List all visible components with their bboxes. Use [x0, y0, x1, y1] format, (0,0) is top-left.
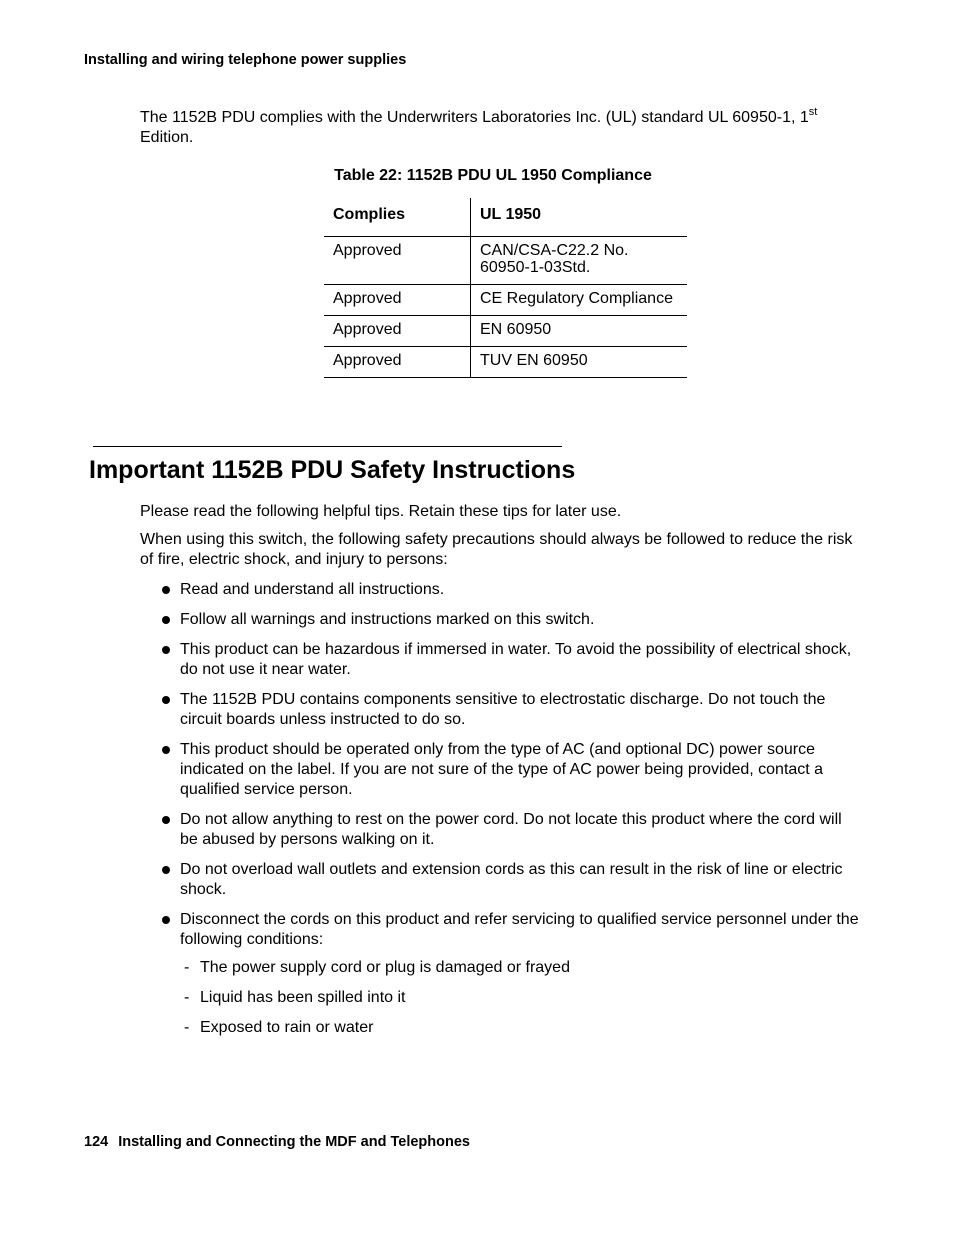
list-item	[160, 690, 860, 730]
table-cell: CE Regulatory Compliance	[471, 285, 688, 316]
table-cell: Approved	[324, 285, 471, 316]
table-row	[324, 316, 687, 347]
bullet-icon	[162, 586, 170, 594]
bullet-icon	[162, 866, 170, 874]
table-row	[324, 347, 687, 378]
list-item-text: Do not allow anything to rest on the power cord. Do not locate this product where the cord will be abused by persons walking on it.	[180, 811, 842, 848]
footer-book-title: Installing and Connecting the MDF and Telephones	[118, 1134, 470, 1150]
table-cell: TUV EN 60950	[471, 347, 688, 378]
intro-text-end: Edition.	[140, 129, 194, 146]
bullet-icon	[162, 696, 170, 704]
list-item-text: The 1152B PDU contains components sensitive to electrostatic discharge. Do not touch the circuit boards unless instructed to do so.	[180, 691, 826, 728]
table-cell: EN 60950	[471, 316, 688, 347]
sub-list-item-text: The power supply cord or plug is damaged or frayed	[200, 959, 570, 976]
list-item-text: Read and understand all instructions.	[180, 581, 445, 598]
column-header-complies: Complies	[324, 198, 471, 237]
list-item	[160, 860, 860, 900]
sub-list-item	[182, 1018, 570, 1038]
page-footer	[84, 1134, 470, 1150]
list-item-text: Disconnect the cords on this product and refer servicing to qualified service personnel under the following conditions:	[180, 911, 859, 948]
bullet-icon	[162, 616, 170, 624]
dash-icon: -	[184, 1019, 190, 1036]
bullet-icon	[162, 646, 170, 654]
list-item	[160, 580, 860, 600]
compliance-table	[324, 198, 687, 378]
list-item-text: Follow all warnings and instructions marked on this switch.	[180, 611, 595, 628]
list-item-text: This product can be hazardous if immersed in water. To avoid the possibility of electrical shock, do not use it near water.	[180, 641, 852, 678]
bullet-icon	[162, 746, 170, 754]
sub-list-item	[182, 988, 570, 1008]
paragraph-precautions: When using this switch, the following safety precautions should always be followed to reduce the risk of fire, electric shock, and injury to persons:	[140, 531, 853, 568]
table-cell: Approved	[324, 347, 471, 378]
running-header: Installing and wiring telephone power supplies	[84, 52, 407, 68]
table-header-row	[324, 198, 687, 237]
dash-icon: -	[184, 989, 190, 1006]
section-divider	[93, 446, 562, 447]
sub-list-item-text: Exposed to rain or water	[200, 1019, 374, 1036]
page-number: 124	[84, 1134, 109, 1150]
intro-paragraph	[140, 105, 860, 148]
safety-bullet-list	[160, 580, 860, 960]
sub-list-item	[182, 958, 570, 978]
bullet-icon	[162, 816, 170, 824]
section-title: Important 1152B PDU Safety Instructions	[89, 456, 576, 484]
list-item	[160, 740, 860, 800]
list-item-text: This product should be operated only from the type of AC (and optional DC) power source indicated on the label. If you are not sure of the type of AC power being provided, contact a qualified service person.	[180, 741, 824, 798]
sub-list-item-text: Liquid has been spilled into it	[200, 989, 406, 1006]
table-cell: Approved	[324, 237, 471, 285]
table-row	[324, 237, 687, 285]
dash-icon: -	[184, 959, 190, 976]
list-item	[160, 810, 860, 850]
table-cell: Approved	[324, 316, 471, 347]
bullet-icon	[162, 916, 170, 924]
paragraph-tips: Please read the following helpful tips. Retain these tips for later use.	[140, 503, 622, 520]
conditions-sub-list	[182, 958, 570, 1048]
table-cell: CAN/CSA-C22.2 No. 60950-1-03Std.	[471, 237, 688, 285]
list-item-text: Do not overload wall outlets and extension cords as this can result in the risk of line or electric shock.	[180, 861, 843, 898]
intro-text: The 1152B PDU complies with the Underwriters Laboratories Inc. (UL) standard UL 60950-1, 1	[140, 109, 809, 126]
intro-superscript: st	[808, 105, 818, 118]
list-item	[160, 910, 860, 950]
list-item	[160, 640, 860, 680]
table-row	[324, 285, 687, 316]
table-caption: Table 22: 1152B PDU UL 1950 Compliance	[334, 167, 652, 184]
list-item	[160, 610, 860, 630]
column-header-ul1950: UL 1950	[480, 206, 542, 223]
